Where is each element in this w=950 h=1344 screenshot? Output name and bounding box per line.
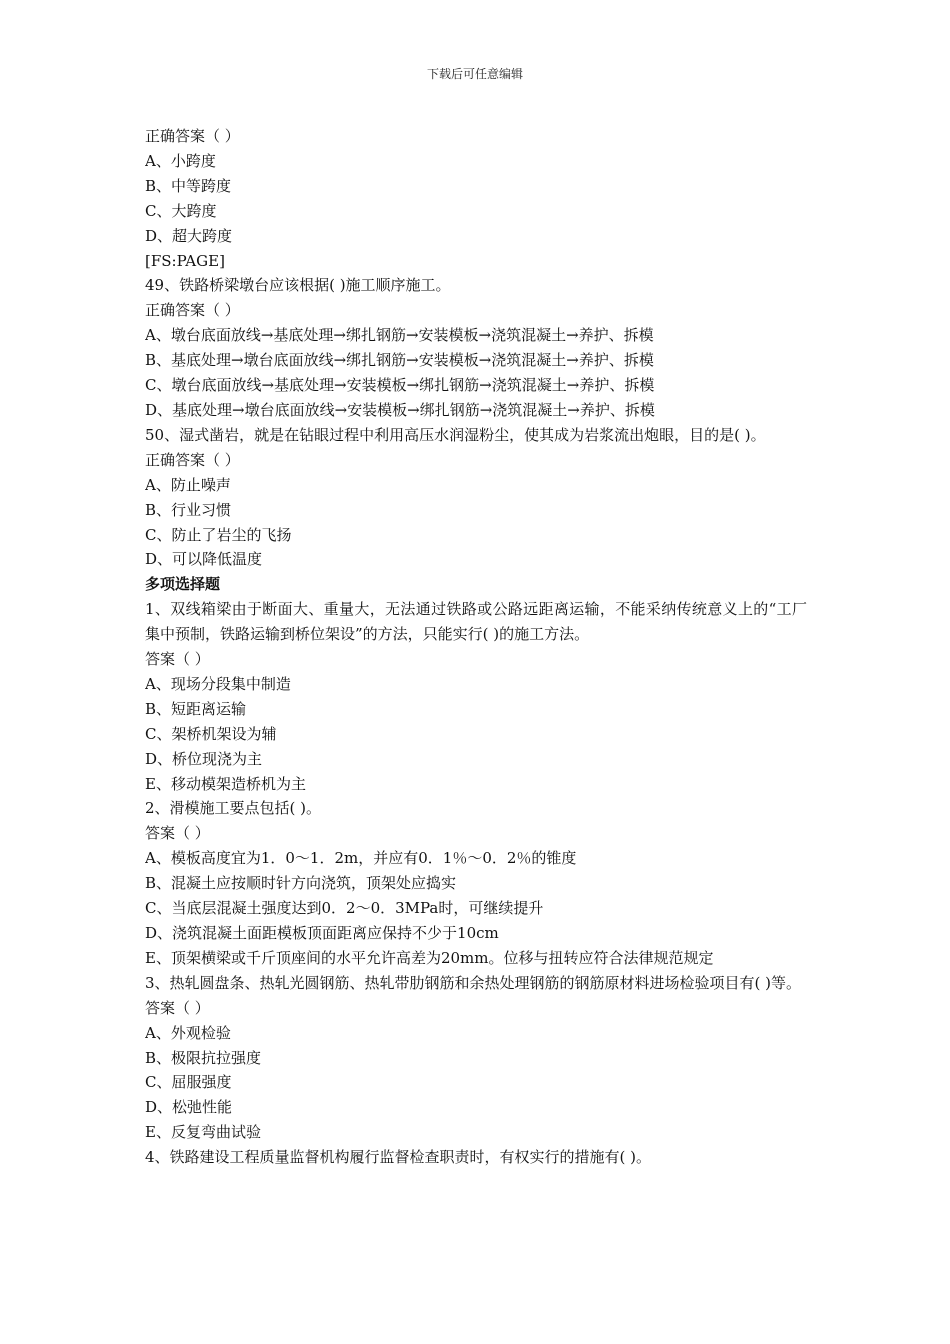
answer-prompt: 正确答案（ ） [145, 450, 240, 469]
document-body [145, 124, 807, 1170]
option-line: B、基底处理→墩台底面放线→绑扎钢筋→安装模板→浇筑混凝土→养护、拆模 [145, 351, 654, 370]
answer-prompt: 正确答案（ ） [145, 301, 240, 320]
text-line: [FS:PAGE] [145, 251, 225, 270]
option-line: C、墩台底面放线→基底处理→安装模板→绑扎钢筋→浇筑混凝土→养护、拆模 [145, 376, 655, 395]
option-line: A、墩台底面放线→基底处理→绑扎钢筋→安装模板→浇筑混凝土→养护、拆模 [145, 326, 654, 345]
question-text: 1、双线箱梁由于断面大、重量大，无法通过铁路或公路远距离运输，不能采纳传统意义上的“工厂集中预制，铁路运输到桥位架设”的方法，只能实行( )的施工方法。 [145, 600, 807, 644]
question-text: 49、铁路桥梁墩台应该根据( )施工顺序施工。 [145, 276, 451, 295]
question-text: 50、湿式凿岩，就是在钻眼过程中利用高压水润湿粉尘，使其成为岩浆流出炮眼，目的是( )。 [145, 425, 766, 444]
option-line: D、可以降低温度 [145, 550, 263, 569]
option-line: A、小跨度 [145, 151, 216, 170]
option-line: C、架桥机架设为辅 [145, 724, 277, 743]
option-line: C、大跨度 [145, 201, 217, 220]
option-line: D、浇筑混凝土面距模板顶面距离应保持不少于10cm [145, 924, 499, 942]
question-text: 4、铁路建设工程质量监督机构履行监督检查职责时，有权实行的措施有( )。 [145, 1148, 652, 1167]
option-line: D、桥位现浇为主 [145, 749, 263, 768]
option-line: A、防止噪声 [145, 475, 231, 494]
option-line: D、基底处理→墩台底面放线→安装模板→绑扎钢筋→浇筑混凝土→养护、拆模 [145, 400, 655, 419]
option-line: E、移动模架造桥机为主 [145, 774, 306, 793]
option-line: D、松弛性能 [145, 1098, 233, 1117]
option-line: B、极限抗拉强度 [145, 1048, 262, 1067]
answer-prompt: 答案（ ） [145, 824, 210, 843]
option-line: A、现场分段集中制造 [145, 674, 291, 693]
option-line: B、混凝土应按顺时针方向浇筑，顶架处应捣实 [145, 874, 457, 893]
option-line: B、中等跨度 [145, 176, 232, 195]
option-line: B、短距离运输 [145, 699, 247, 718]
page-header: 下载后可任意编辑 [426, 67, 523, 81]
option-line: A、模板高度宜为1．0～1．2m，并应有0．1％～0．2％的锥度 [145, 849, 577, 868]
answer-prompt: 答案（ ） [145, 650, 210, 669]
option-line: D、超大跨度 [145, 226, 233, 245]
option-line: C、防止了岩尘的飞扬 [145, 525, 292, 544]
question-text: 2、滑模施工要点包括( )。 [145, 799, 322, 818]
section-heading: 多项选择题 [145, 575, 221, 594]
option-line: A、外观检验 [145, 1023, 231, 1042]
answer-prompt: 正确答案（ ） [145, 127, 240, 145]
option-line: C、当底层混凝土强度达到0．2～0．3MPa时，可继续提升 [145, 899, 544, 918]
option-line: E、反复弯曲试验 [145, 1123, 261, 1142]
option-line: E、顶架横梁或千斤顶座间的水平允许高差为20mm。位移与扭转应符合法律规范规定 [145, 948, 714, 967]
option-line: C、屈服强度 [145, 1073, 232, 1092]
question-text: 3、热轧圆盘条、热轧光圆钢筋、热轧带肋钢筋和余热处理钢筋的钢筋原材料进场检验项目有( )等。 [145, 973, 802, 992]
option-line: B、行业习惯 [145, 500, 232, 519]
answer-prompt: 答案（ ） [145, 998, 210, 1017]
